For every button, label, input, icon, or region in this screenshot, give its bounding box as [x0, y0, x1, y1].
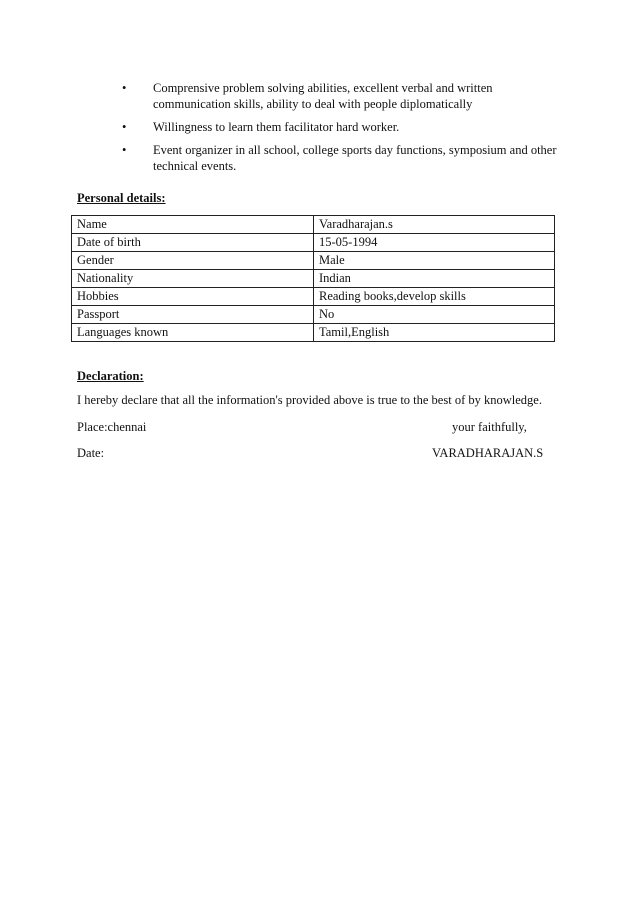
detail-value: Reading books,develop skills	[314, 288, 555, 306]
detail-value: Varadharajan.s	[314, 216, 555, 234]
table-row	[72, 306, 555, 324]
table-row	[72, 216, 555, 234]
table-row	[72, 252, 555, 270]
personal-details-heading: Personal details:	[77, 191, 166, 205]
detail-value: No	[314, 306, 555, 324]
signature-name: VARADHARAJAN.S	[432, 446, 544, 460]
table-row	[72, 270, 555, 288]
detail-label: Name	[72, 216, 314, 234]
bullet-icon: •	[122, 120, 127, 134]
skill-text: Comprensive problem solving abilities, excellent verbal and written communication skills, ability to deal with people diplomatically	[153, 81, 493, 111]
bullet-icon: •	[122, 143, 127, 157]
skills-list	[122, 80, 562, 181]
skill-text: Willingness to learn them facilitator hard worker.	[153, 120, 400, 134]
closing-text: your faithfully,	[452, 420, 527, 434]
table-row	[72, 324, 555, 342]
table-row	[72, 234, 555, 252]
list-item	[122, 119, 562, 135]
detail-label: Gender	[72, 252, 314, 270]
list-item	[122, 142, 562, 174]
detail-label: Nationality	[72, 270, 314, 288]
detail-value: Indian	[314, 270, 555, 288]
detail-label: Hobbies	[72, 288, 314, 306]
skill-text: Event organizer in all school, college sports day functions, symposium and other technical events.	[153, 143, 557, 173]
detail-label: Languages known	[72, 324, 314, 342]
detail-value: Male	[314, 252, 555, 270]
detail-value: Tamil,English	[314, 324, 555, 342]
detail-label: Passport	[72, 306, 314, 324]
table-row	[72, 288, 555, 306]
declaration-heading: Declaration:	[77, 369, 144, 383]
declaration-text: I hereby declare that all the information's provided above is true to the best of by knowledge.	[77, 393, 542, 407]
detail-label: Date of birth	[72, 234, 314, 252]
place-text: Place:chennai	[77, 420, 147, 434]
list-item	[122, 80, 562, 112]
bullet-icon: •	[122, 81, 127, 95]
personal-details-table	[71, 215, 555, 342]
date-text: Date:	[77, 446, 105, 460]
detail-value: 15-05-1994	[314, 234, 555, 252]
